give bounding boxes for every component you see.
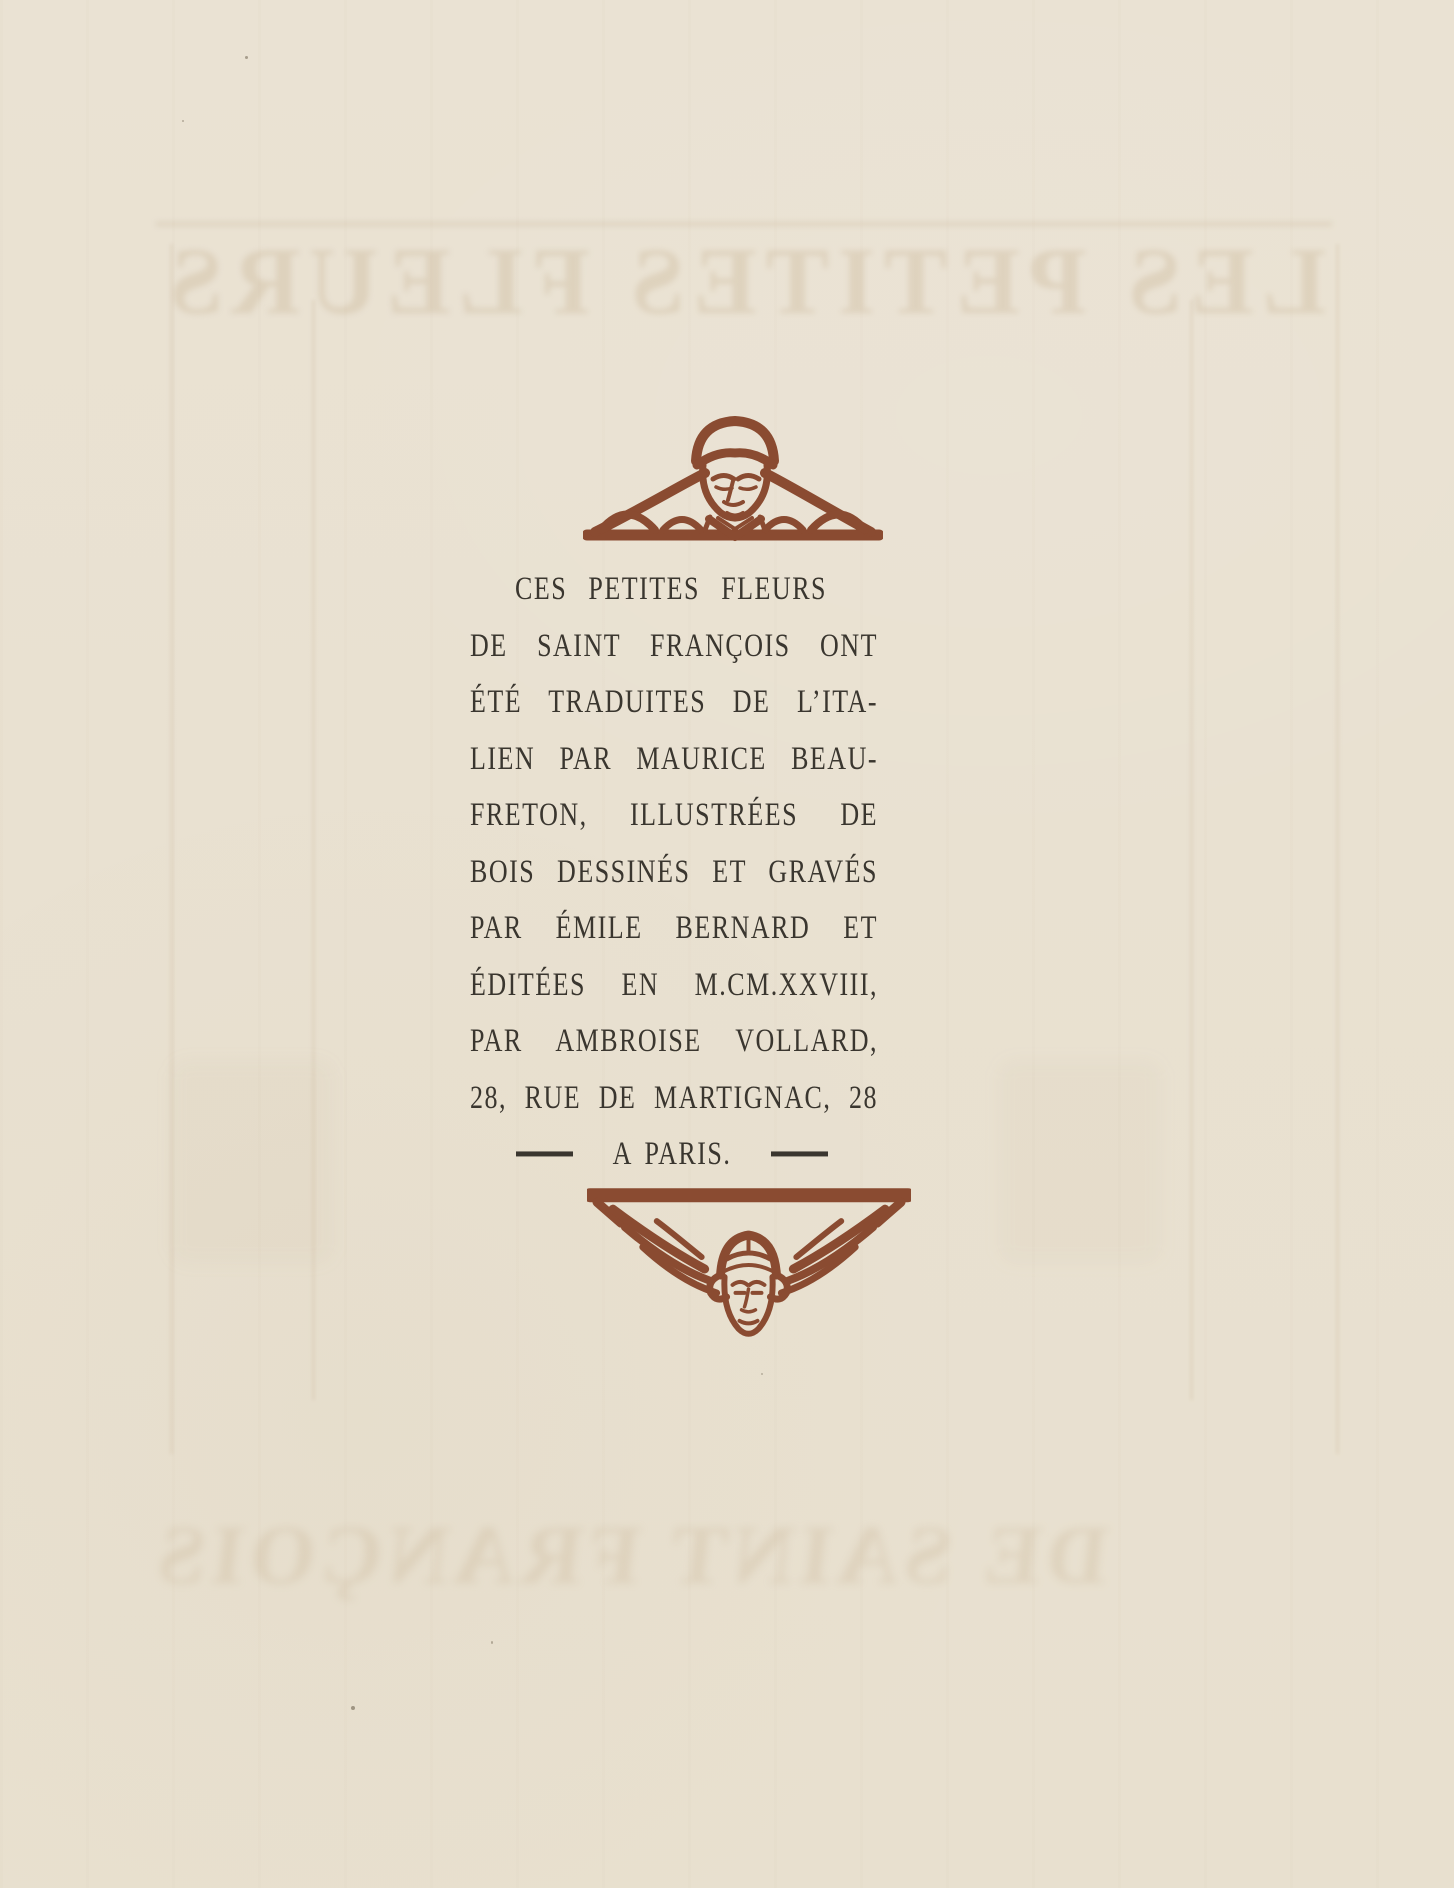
colophon-line: ÉTÉ TRADUITES DE L’ITA- (470, 683, 878, 720)
monk-head-woodcut-svg (583, 399, 883, 546)
colophon-line: PAR ÉMILE BERNARD ET (470, 909, 878, 946)
show-through-frame-line (1190, 300, 1193, 1400)
colophon-place-text: A PARIS. (612, 1135, 732, 1172)
winged-head-woodcut-svg (587, 1183, 911, 1350)
colophon-line: PAR AMBROISE VOLLARD, (470, 1022, 878, 1059)
show-through-frame-line (1336, 244, 1339, 1454)
show-through-title-top (156, 222, 1332, 344)
winged-head-woodcut-icon (587, 1183, 911, 1350)
colophon-last-line (516, 1119, 828, 1190)
colophon-line: LIEN PAR MAURICE BEAU- (470, 739, 878, 776)
colophon-line: CES PETITES FLEURS (515, 570, 827, 607)
paper-speck (245, 56, 248, 59)
colophon-line: BOIS DESSINÉS ET GRAVÉS (470, 852, 878, 889)
show-through-corner-ornament (172, 1062, 332, 1262)
show-through-corner-ornament (1000, 1062, 1160, 1262)
colophon-text-block (470, 561, 878, 1183)
monk-head-woodcut-icon (583, 399, 883, 546)
paper-speck (761, 1373, 763, 1375)
rule-dash-right (771, 1152, 828, 1157)
colophon-line: ÉDITÉES EN M.CM.XXVIII, (470, 965, 878, 1002)
colophon-line: FRETON, ILLUSTRÉES DE (470, 796, 878, 833)
rule-dash-left (516, 1152, 573, 1157)
paper-speck (491, 1641, 493, 1644)
colophon-line: 28, RUE DE MARTIGNAC, 28 (470, 1078, 878, 1115)
show-through-title-top-text: LES PETITES FLEURS (161, 228, 1327, 334)
paper-speck (351, 1706, 355, 1710)
show-through-frame-line (170, 244, 173, 1454)
show-through-title-bottom-text: DE SAINT FRANÇOIS (148, 1509, 1113, 1602)
paper-speck (182, 120, 184, 122)
show-through-title-bottom (148, 1502, 1113, 1622)
colophon-line: DE SAINT FRANÇOIS ONT (470, 626, 878, 663)
